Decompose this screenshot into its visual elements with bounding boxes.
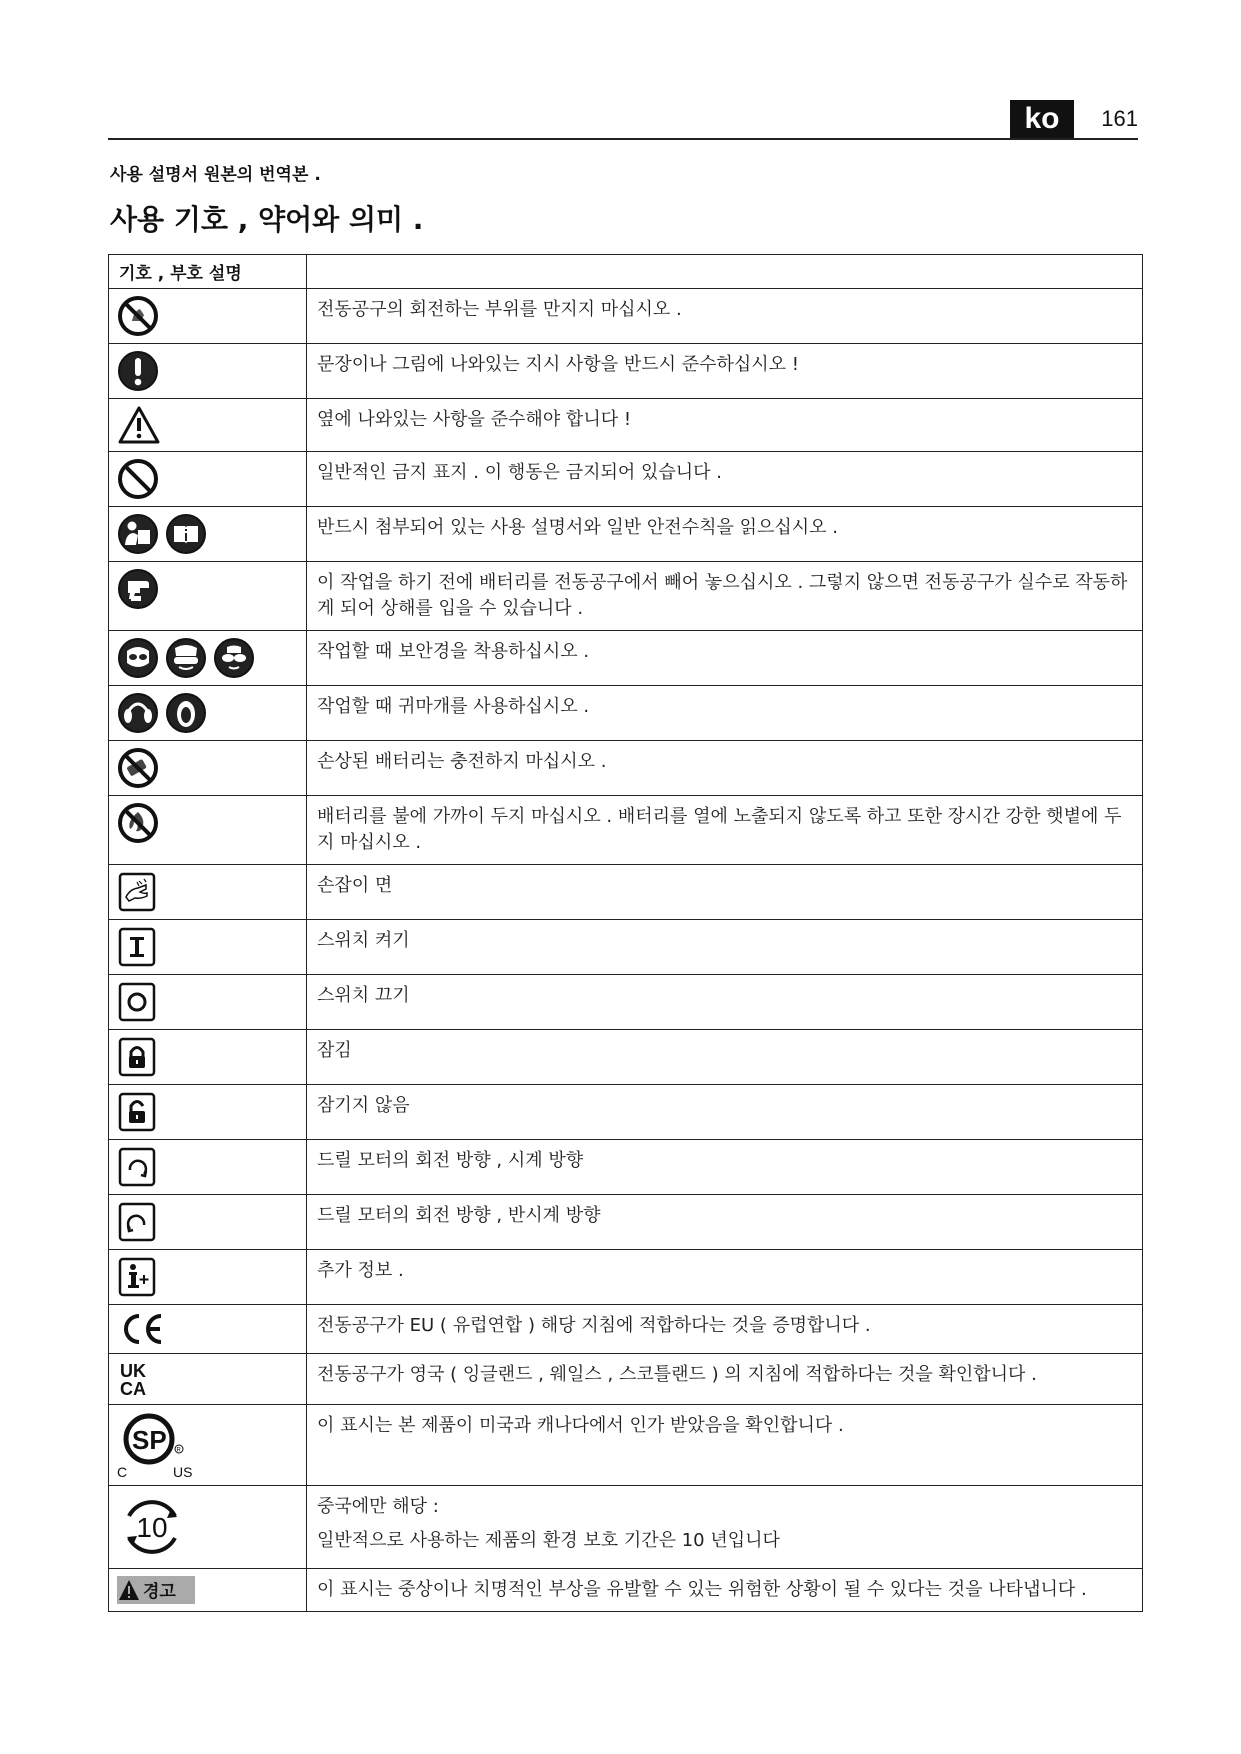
description-text: 배터리를 불에 가까이 두지 마십시오 . 배터리를 열에 노출되지 않도록 하고 또한 장시간 강한 햇볕에 두지 마십시오 . <box>317 806 1122 853</box>
epup-10-icon <box>117 1492 187 1562</box>
grip-surface-icon <box>117 871 157 913</box>
symbol-cell <box>109 1354 307 1405</box>
table-row <box>109 1250 1143 1305</box>
table-row <box>109 452 1143 507</box>
table-header-row <box>109 255 1143 289</box>
description-text: 이 표시는 중상이나 치명적인 부상을 유발할 수 있는 위험한 상황이 될 수 있다는 것을 나타냅니다 . <box>317 1579 1087 1600</box>
symbol-cell <box>109 865 307 920</box>
description-text: 옆에 나와있는 사항을 준수해야 합니다 ! <box>317 409 632 430</box>
unlock-icon <box>117 1091 157 1133</box>
svg-text:UK: UK <box>120 1361 146 1381</box>
table-row <box>109 686 1143 741</box>
description-cell <box>307 1085 1143 1140</box>
description-cell <box>307 1305 1143 1354</box>
switch-on-icon <box>117 926 157 968</box>
description-cell <box>307 344 1143 399</box>
ear-muffs-icon <box>117 692 159 734</box>
description-text: 작업할 때 귀마개를 사용하십시오 . <box>317 696 590 717</box>
table-row <box>109 507 1143 562</box>
description-text: 잠김 <box>317 1040 352 1061</box>
description-cell <box>307 1405 1143 1486</box>
description-cell <box>307 686 1143 741</box>
prohibition-icon <box>117 458 159 500</box>
symbol-cell <box>109 1195 307 1250</box>
switch-off-icon <box>117 981 157 1023</box>
symbol-cell <box>109 1486 307 1569</box>
symbol-cell <box>109 796 307 865</box>
table-row <box>109 399 1143 452</box>
description-text: 일반적으로 사용하는 제품의 환경 보호 기간은 10 년입니다 <box>317 1530 780 1551</box>
additional-info-icon <box>117 1256 157 1298</box>
rotate-counterclockwise-icon <box>117 1201 157 1243</box>
description-text: 이 표시는 본 제품이 미국과 캐나다에서 인가 받았음을 확인합니다 . <box>317 1415 844 1436</box>
table-row <box>109 289 1143 344</box>
table-row <box>109 1195 1143 1250</box>
symbol-cell <box>109 686 307 741</box>
description-cell <box>307 975 1143 1030</box>
safety-glasses-icon <box>213 637 255 679</box>
symbol-cell <box>109 289 307 344</box>
description-text: 반드시 첨부되어 있는 사용 설명서와 일반 안전수칙을 읽으십시오 . <box>317 517 838 538</box>
svg-text:US: US <box>173 1464 193 1479</box>
description-text: 이 작업을 하기 전에 배터리를 전동공구에서 빼어 놓으십시오 . 그렇지 않으면 전동공구가 실수로 작동하게 되어 상해를 입을 수 있습니다 . <box>317 572 1128 619</box>
description-text: 잠기지 않음 <box>317 1095 410 1116</box>
symbol-cell <box>109 1085 307 1140</box>
description-text: 일반적인 금지 표지 . 이 행동은 금지되어 있습니다 . <box>317 462 722 483</box>
table-row <box>109 1486 1143 1569</box>
book-icon <box>165 513 207 555</box>
description-cell <box>307 1569 1143 1612</box>
remove-battery-icon <box>117 568 159 610</box>
description-cell <box>307 289 1143 344</box>
table-row <box>109 1030 1143 1085</box>
description-cell <box>307 631 1143 686</box>
page-header <box>108 100 1138 140</box>
header-symbol-cell: 기호 , 부호 설명 <box>109 255 307 289</box>
symbol-cell <box>109 920 307 975</box>
symbol-cell <box>109 1405 307 1486</box>
symbol-cell <box>109 452 307 507</box>
language-badge: ko <box>1010 100 1074 138</box>
description-cell <box>307 741 1143 796</box>
symbol-cell <box>109 1030 307 1085</box>
table-row <box>109 1569 1143 1612</box>
table-row <box>109 344 1143 399</box>
table-row <box>109 1305 1143 1354</box>
description-text: 손잡이 면 <box>317 875 393 896</box>
page-number: 161 <box>1101 106 1138 131</box>
description-text: 손상된 배터리는 충전하지 마십시오 . <box>317 751 607 772</box>
warning-label-icon <box>117 1575 197 1605</box>
symbol-cell <box>109 1305 307 1354</box>
table-row <box>109 796 1143 865</box>
symbol-cell <box>109 975 307 1030</box>
ear-protection-icon <box>165 692 207 734</box>
rotate-clockwise-icon <box>117 1146 157 1188</box>
csa-mark-icon <box>117 1411 201 1479</box>
description-cell <box>307 562 1143 631</box>
symbol-cell <box>109 741 307 796</box>
face-shield-icon <box>117 637 159 679</box>
table-row <box>109 920 1143 975</box>
description-cell <box>307 507 1143 562</box>
safety-goggles-icon <box>165 637 207 679</box>
symbol-cell <box>109 1569 307 1612</box>
symbol-cell <box>109 1140 307 1195</box>
description-text: 스위치 끄기 <box>317 985 410 1006</box>
description-text: 작업할 때 보안경을 착용하십시오 . <box>317 641 590 662</box>
description-cell <box>307 1195 1143 1250</box>
symbol-cell <box>109 562 307 631</box>
svg-text:10: 10 <box>136 1512 168 1543</box>
no-charge-damaged-battery-icon <box>117 747 159 789</box>
description-cell <box>307 1140 1143 1195</box>
description-text: 문장이나 그림에 나와있는 지시 사항을 반드시 준수하십시오 ! <box>317 354 799 375</box>
table-row <box>109 975 1143 1030</box>
mandatory-exclamation-icon <box>117 350 159 392</box>
no-touch-rotating-icon <box>117 295 159 337</box>
description-text: 전동공구가 영국 ( 잉글랜드 , 웨일스 , 스코틀랜드 ) 의 지침에 적합하다는 것을 확인합니다 . <box>317 1364 1037 1385</box>
description-text: 드릴 모터의 회전 방향 , 반시계 방향 <box>317 1205 601 1226</box>
description-text: 드릴 모터의 회전 방향 , 시계 방향 <box>317 1150 584 1171</box>
description-cell <box>307 1250 1143 1305</box>
description-cell <box>307 1030 1143 1085</box>
description-cell <box>307 920 1143 975</box>
description-text: 중국에만 해당 : <box>317 1496 439 1517</box>
svg-text:경고: 경고 <box>143 1582 176 1602</box>
svg-text:C: C <box>117 1464 128 1479</box>
table-row <box>109 1405 1143 1486</box>
read-manual-icon <box>117 513 159 555</box>
ukca-mark-icon <box>117 1360 157 1398</box>
table-row <box>109 865 1143 920</box>
document-subtitle: 사용 설명서 원본의 번역본 . <box>110 165 321 185</box>
description-cell <box>307 452 1143 507</box>
description-cell <box>307 865 1143 920</box>
symbol-cell <box>109 1250 307 1305</box>
header-description-cell <box>307 255 1143 289</box>
description-text: 전동공구가 EU ( 유럽연합 ) 해당 지침에 적합하다는 것을 증명합니다 . <box>317 1315 871 1336</box>
no-fire-battery-icon <box>117 802 159 844</box>
lock-icon <box>117 1036 157 1078</box>
table-row <box>109 1140 1143 1195</box>
description-text: 전동공구의 회전하는 부위를 만지지 마십시오 . <box>317 299 682 320</box>
description-text: 스위치 켜기 <box>317 930 410 951</box>
symbol-cell <box>109 631 307 686</box>
symbols-table <box>108 254 1143 1612</box>
table-row <box>109 1085 1143 1140</box>
svg-text:R: R <box>176 1447 181 1454</box>
symbol-cell <box>109 507 307 562</box>
symbol-cell <box>109 399 307 452</box>
table-row <box>109 562 1143 631</box>
ce-mark-icon <box>117 1311 167 1347</box>
table-row <box>109 1354 1143 1405</box>
svg-text:CA: CA <box>120 1379 146 1398</box>
description-cell <box>307 399 1143 452</box>
table-row <box>109 631 1143 686</box>
svg-text:SP: SP <box>132 1425 167 1455</box>
description-cell <box>307 1486 1143 1569</box>
description-cell <box>307 796 1143 865</box>
description-text: 추가 정보 . <box>317 1260 404 1281</box>
description-cell <box>307 1354 1143 1405</box>
page-title: 사용 기호 , 약어와 의미 . <box>110 203 424 236</box>
symbol-cell <box>109 344 307 399</box>
table-row <box>109 741 1143 796</box>
warning-triangle-icon <box>117 405 161 445</box>
